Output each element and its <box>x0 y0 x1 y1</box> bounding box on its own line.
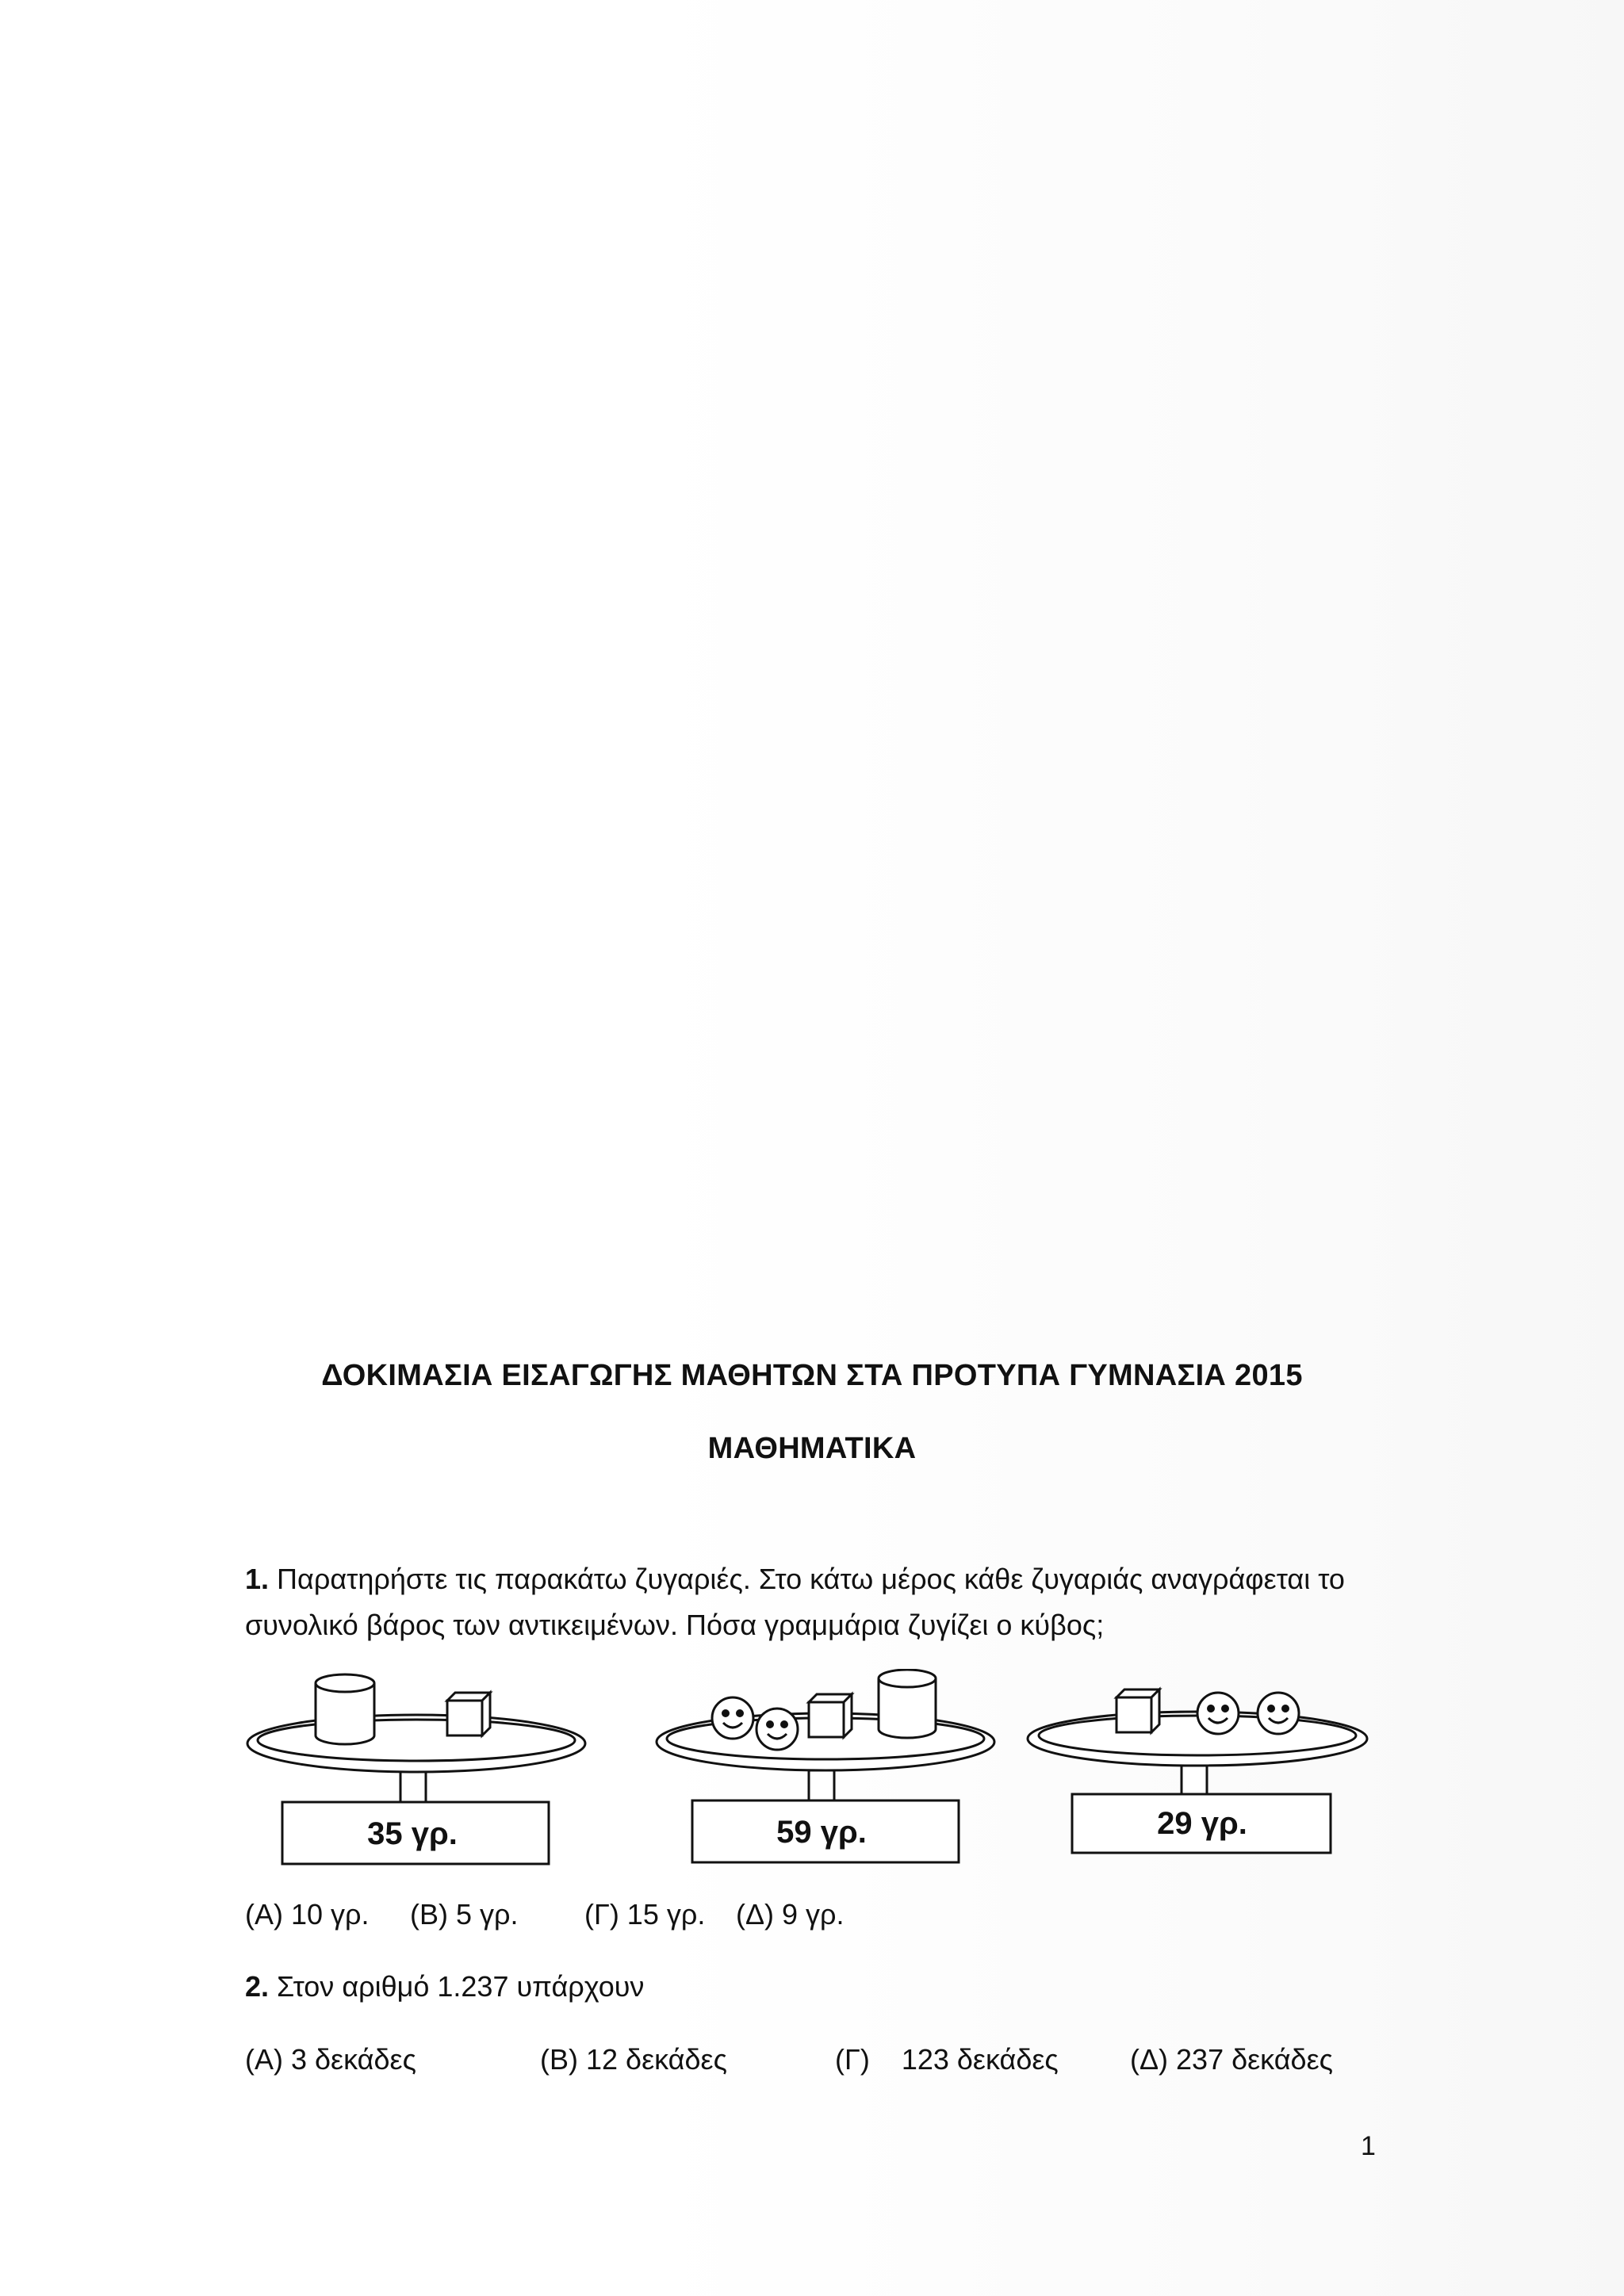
scale-3-stem <box>1182 1766 1207 1794</box>
question-2-option-b[interactable]: (Β) 12 δεκάδες <box>540 2043 727 2076</box>
scale-3 <box>1028 1689 1367 1853</box>
cylinder-icon <box>879 1670 936 1738</box>
document-subtitle: ΜΑΘΗΜΑΤΙΚΑ <box>707 1432 917 1465</box>
cube-icon <box>447 1693 490 1735</box>
question-2 <box>245 1964 644 2010</box>
scale-1-weight-label: 35 γρ. <box>367 1816 458 1851</box>
question-1-number: 1. <box>245 1563 270 1595</box>
scale-1 <box>247 1674 585 1864</box>
smiley-icon <box>1258 1693 1299 1734</box>
scale-3-weight-label: 29 γρ. <box>1157 1806 1247 1841</box>
page-number: 1 <box>1361 2131 1376 2161</box>
question-1-option-c[interactable]: (Γ) 15 γρ. <box>584 1898 706 1931</box>
smiley-icon <box>712 1697 753 1739</box>
scales-figure <box>238 1669 1396 1875</box>
question-2-text: Στον αριθμό 1.237 υπάρχουν <box>277 1970 645 2003</box>
scale-2-stem <box>809 1770 834 1800</box>
question-1-option-a[interactable]: (Α) 10 γρ. <box>245 1898 370 1931</box>
question-2-option-a[interactable]: (Α) 3 δεκάδες <box>245 2043 416 2076</box>
question-2-number: 2. <box>245 1970 270 2003</box>
cylinder-icon <box>316 1674 374 1744</box>
smiley-icon <box>756 1709 798 1750</box>
scale-1-stem <box>400 1770 426 1802</box>
question-2-option-d[interactable]: (Δ) 237 δεκάδες <box>1130 2043 1333 2076</box>
document-title: ΔΟΚΙΜΑΣΙΑ ΕΙΣΑΓΩΓΗΣ ΜΑΘΗΤΩΝ ΣΤΑ ΠΡΟΤΥΠΑ ΓΥΜΝΑΣΙΑ 2015 <box>321 1359 1303 1392</box>
question-1-text: Παρατηρήστε τις παρακάτω ζυγαριές. Στο κάτω μέρος κάθε ζυγαριάς αναγράφεται το συνολικό βάρος των αντικειμένων. Πόσα γραμμάρια ζυγίζει ο κύβος; <box>245 1563 1345 1641</box>
question-1-option-b[interactable]: (Β) 5 γρ. <box>410 1898 519 1931</box>
smiley-icon <box>1197 1693 1239 1734</box>
question-1-option-d[interactable]: (Δ) 9 γρ. <box>736 1898 845 1931</box>
scale-2 <box>657 1670 994 1862</box>
question-2-option-c[interactable]: (Γ) 123 δεκάδες <box>835 2043 1059 2076</box>
cube-icon <box>809 1694 852 1737</box>
scale-2-weight-label: 59 γρ. <box>776 1815 867 1850</box>
question-1 <box>245 1556 1387 1648</box>
cube-icon <box>1116 1689 1159 1732</box>
